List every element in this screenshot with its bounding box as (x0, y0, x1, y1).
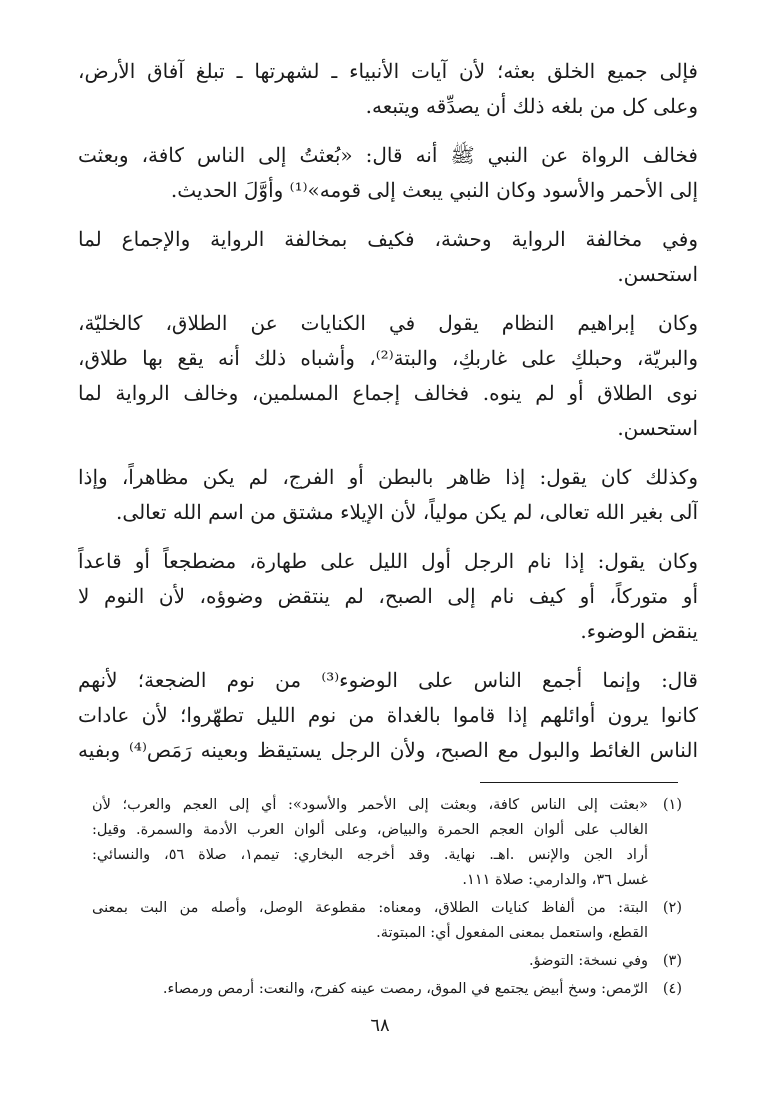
text-line: قال: وإنما أجمع الناس على الوضوء⁽³⁾ من نوم الضجعة؛ لأنهم (78, 668, 698, 692)
text-line: فإلى جميع الخلق بعثه؛ لأن آيات الأنبياء ـ لشهرتها ـ تبلغ آفاق الأرض، (78, 59, 698, 83)
text-line: وفي مخالفة الرواية وحشة، فكيف بمخالفة الرواية والإجماع لما (78, 227, 698, 251)
text-line: كانوا يرون أوائلهم إذا قاموا بالغداة من نوم الليل تطهّروا؛ لأن عادات (78, 703, 698, 727)
footnote-line: الرّمص: وسخ أبيض يجتمع في الموق، رمصت عينه كفرح، والنعت: أرمص ورمصاء. (162, 981, 648, 997)
footnote-line: غسل ٣٦، والدارمي: صلاة ١١١. (462, 872, 648, 888)
text-line: الناس الغائط والبول مع الصبح، ولأن الرجل يستيقظ وبعينه رَمَص⁽⁴⁾ وبفيه (78, 738, 698, 762)
text-line: ينقض الوضوء. (580, 619, 698, 643)
footnotes (92, 793, 682, 1005)
footnote-line: أراد الجن والإنس .اهـ. نهاية. وقد أخرجه البخاري: تيمم١، صلاة ٥٦، والنسائي: (92, 847, 648, 863)
text-line: فخالف الرواة عن النبي ﷺ أنه قال: «بُعثتُ إلى الناس كافة، وبعثت (78, 143, 698, 167)
footnote-1 (92, 793, 682, 893)
footnote-number: (١) (662, 797, 682, 813)
footnote-number: (٣) (662, 953, 682, 969)
footnote-body (92, 949, 648, 974)
paragraph-4 (78, 306, 698, 446)
text-line: استحسن. (617, 416, 698, 440)
footnote-body (92, 896, 648, 946)
footnote-number: (٢) (662, 900, 682, 916)
paragraph-2 (78, 138, 698, 208)
text-line: آلى بغير الله تعالى، لم يكن مولياً، لأن الإيلاء مشتق من اسم الله تعالى. (116, 500, 698, 524)
footnote-3 (92, 949, 682, 974)
footnote-number: (٤) (662, 981, 682, 997)
footnote-divider (480, 782, 678, 783)
text-line: وكذلك كان يقول: إذا ظاهر بالبطن أو الفرج، لم يكن مظاهراً، وإذا (78, 465, 698, 489)
footnote-body (92, 977, 648, 1002)
paragraph-6 (78, 544, 698, 649)
footnote-line: الغالب على ألوان العجم الحمرة والبياض، وعلى ألوان العرب الأدمة والسمرة. وقيل: (92, 822, 648, 838)
footnote-4 (92, 977, 682, 1002)
paragraph-1 (78, 54, 698, 124)
text-line: وكان يقول: إذا نام الرجل أول الليل على طهارة، مضطجعاً أو قاعداً (78, 549, 698, 573)
paragraph-7 (78, 663, 698, 768)
paragraph-3 (78, 222, 698, 292)
paragraph-5 (78, 460, 698, 530)
text-line: إلى الأحمر والأسود وكان النبي يبعث إلى قومه»⁽¹⁾ وأوَّلَ الحديث. (170, 178, 698, 202)
footnote-line: «بعثت إلى الناس كافة، وبعثت إلى الأحمر والأسود»: أي إلى العجم والعرب؛ لأن (92, 797, 648, 813)
page-number: ٦٨ (370, 1015, 390, 1036)
footnote-body (92, 793, 648, 893)
footnote-line: وفي نسخة: التوضؤ. (529, 953, 648, 969)
text-line: وكان إبراهيم النظام يقول في الكنايات عن الطلاق، كالخليّة، (78, 311, 698, 335)
footnote-line: القطع، واستعمل بمعنى المفعول أي: المبتوتة. (376, 925, 648, 941)
text-line: والبريّة، وحبلكِ على غاربكِ، والبتة⁽²⁾، وأشباه ذلك أنه يقع بها طلاق، (78, 346, 698, 370)
text-line: أو متوركاً، أو كيف نام إلى الصبح، لم ينتقض وضوؤه، لأن النوم لا (78, 584, 698, 608)
text-line: وعلى كل من بلغه ذلك أن يصدِّقه ويتبعه. (365, 94, 698, 118)
footnote-line: البتة: من ألفاظ كنايات الطلاق، ومعناه: مقطوعة الوصل، وأصله من البت بمعنى (92, 900, 648, 916)
text-line: نوى الطلاق أو لم ينوه. فخالف إجماع المسلمين، وخالف الرواية لما (78, 381, 698, 405)
main-text (78, 54, 698, 782)
text-line: استحسن. (617, 262, 698, 286)
footnote-2 (92, 896, 682, 946)
